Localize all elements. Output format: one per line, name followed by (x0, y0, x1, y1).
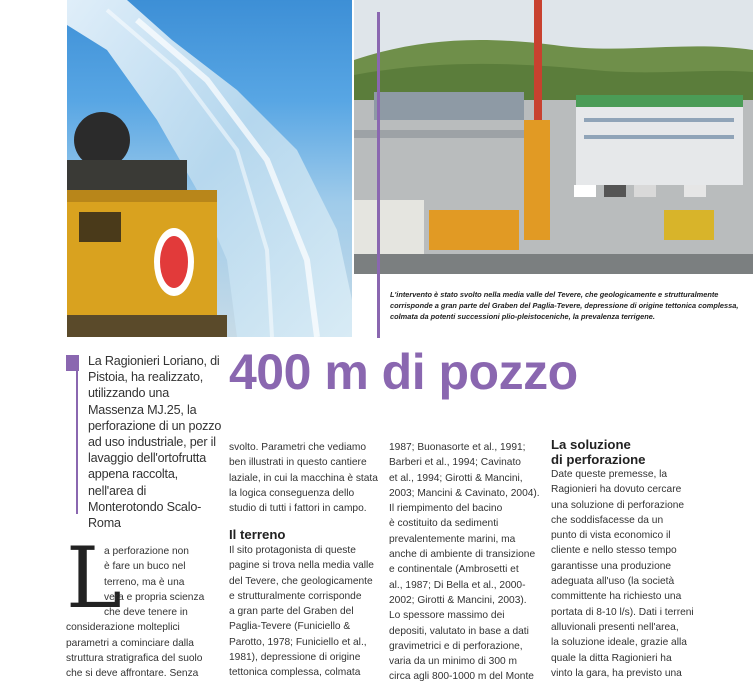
article-title: 400 m di pozzo (229, 344, 578, 400)
text-line: una soluzione di perforazione (551, 499, 685, 511)
text-line: a gran parte del Graben del (229, 606, 354, 618)
text-line: al., 1987; Di Bella et al., 2000- (389, 579, 526, 591)
text-line: studio di tutti i fattori in campo. (229, 503, 367, 515)
text-line: del Tevere, che geologicamente (229, 575, 373, 587)
text-line: struttura stratigrafica del suolo (66, 653, 203, 665)
text-line: Lo spessore massimo dei (389, 610, 505, 622)
text-line: terreno, ma è una (104, 576, 185, 588)
text-line: che deve tenere in (104, 607, 188, 619)
text-line: vinto la gara, ha previsto una (551, 667, 682, 679)
column-3 (389, 440, 547, 685)
subhead-line: di perforazione (551, 452, 646, 467)
text-line: circa agli 800-1000 m del Monte (389, 671, 534, 683)
text-line: Date queste premesse, la (551, 469, 668, 480)
text-line: cliente e nello stesso tempo (551, 545, 677, 557)
text-line: adeguata all'uso (la società (551, 576, 675, 588)
text-line: ben illustrati in questo cantiere (229, 457, 367, 469)
drilling-rig-illustration (354, 0, 753, 274)
text-line: Parotto, 1978; Funiciello et al., (229, 636, 367, 648)
text-line: parametri a cominciare dalla (66, 637, 194, 649)
text-line: portata di 8-10 l/s). Dati i terreni (551, 606, 694, 618)
text-line: è costituito da sedimenti (389, 518, 499, 530)
text-line: Ragionieri ha dovuto cercare (551, 484, 682, 496)
text-line: gravimetrici e di perforazione, (389, 640, 523, 652)
text-line: anche di ambiente di transizione (389, 549, 536, 561)
subhead-line: La soluzione (551, 437, 631, 452)
text-line: garantisse una produzione (551, 560, 672, 572)
text-line: Paglia-Tevere (Funiciello & (229, 621, 351, 633)
text-line: è fare un buco nel (104, 561, 186, 573)
text-line: prevalentemente marini, ma (389, 533, 516, 545)
text-line: e continentale (Ambrosetti et (389, 564, 519, 576)
text-line: che si deve affrontare. Senza (66, 668, 199, 680)
text-line: laziale, in cui la macchina è stata (229, 472, 378, 484)
text-line: 1987; Buonasorte et al., 1991; (389, 442, 526, 453)
water-pump-illustration (67, 0, 352, 337)
caption-accent-bar (377, 12, 380, 338)
intro-paragraph: La Ragionieri Loriano, di Pistoia, ha realizzato, utilizzando una Massenza MJ.25, la perforazione di un pozzo ad uso industriale, per il lavaggio dell'ortofrutta appena raccolta, nell'area di Monterotondo Scalo- Roma (88, 354, 222, 531)
text-line: Barberi et al., 1994; Cavinato (389, 457, 521, 469)
text-line: committente ha richiesto una (551, 591, 682, 603)
text-line: et al., 1994; Girotti & Mancini, (389, 472, 523, 484)
text-line: considerazione molteplici (66, 622, 180, 634)
column-2-body (229, 543, 389, 681)
text-line: 2003; Mancini & Cavinato, 2004). (389, 487, 540, 499)
text-line: tettonica complessa, colmata (229, 667, 361, 679)
text-line: 2002; Girotti & Mancini, 2003). (389, 594, 527, 606)
text-line: e strutturalmente corrisponde (229, 590, 362, 602)
text-line: punto di vista economico il (551, 530, 671, 542)
photo-caption: L'intervento è stato svolto nella media valle del Tevere, che geologicamente e strutturalmente corrisponde a gran parte del Graben del Paglia-Tevere, depressione di origine tettonica complessa, colmata da potenti successioni plio-pleistoceniche, la prevalenza terrigene. (390, 290, 739, 321)
text-line: vera e propria scienza (104, 591, 205, 603)
photo-construction-site (354, 0, 753, 274)
subhead-il-terreno: Il terreno (229, 527, 286, 542)
column-2-top (229, 440, 389, 516)
text-line: la soluzione ideale, grazie alla (551, 637, 687, 649)
text-line: 1981), depressione di origine (229, 652, 361, 664)
text-line: pagine si trova nella media valle (229, 560, 374, 572)
text-line: depositi, valutato in base a dati (389, 625, 529, 637)
photo-water-pump (67, 0, 352, 337)
subhead-la-soluzione (551, 437, 646, 467)
text-line: quale la ditta Ragionieri ha (551, 652, 672, 664)
text-line: a perforazione non (104, 546, 189, 557)
text-line: alluvionali presenti nell'area, (551, 621, 679, 633)
intro-accent-line (76, 358, 78, 514)
column-1 (66, 544, 221, 682)
drop-cap: L (66, 529, 122, 627)
text-line: Il sito protagonista di queste (229, 545, 356, 556)
text-line: che soddisfacesse da un (551, 514, 664, 526)
text-line: varia da un minimo di 300 m (389, 656, 517, 668)
column-4 (551, 467, 751, 681)
text-line: la logica conseguenza dello (229, 487, 355, 499)
text-line: svolto. Parametri che vediamo (229, 442, 367, 453)
text-line: Il riempimento del bacino (389, 503, 503, 515)
